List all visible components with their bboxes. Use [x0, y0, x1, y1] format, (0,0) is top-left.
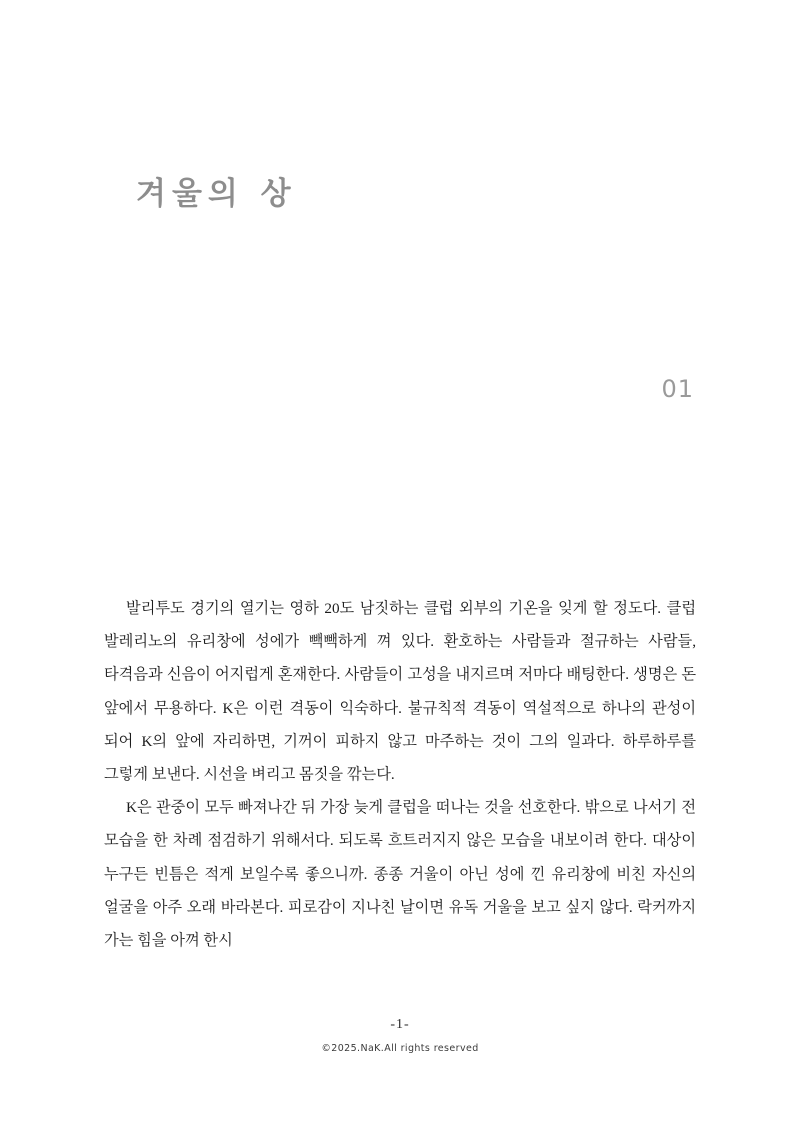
paragraph: K은 관중이 모두 빠져나간 뒤 가장 늦게 클럽을 떠나는 것을 선호한다. 밖으로 나서기 전 모습을 한 차례 점검하기 위해서다. 되도록 흐트러지지 않은 모습을 내보이려 한다. 대상이 누구든 빈틈은 적게 보일수록 좋으니까. 종종 거울이 아닌 성에 낀 유리창에 비친 자신의 얼굴을 아주 오래 바라본다. 피로감이 지나친 날이면 유독 거울을 보고 싶지 않다. 락커까지 가는 힘을 아껴 한시	[104, 799, 696, 950]
copyright-notice: ©2025.NaK.All rights reserved	[321, 1043, 479, 1054]
section-number: 01	[661, 375, 694, 403]
page-title: 겨울의 상	[136, 176, 297, 212]
body-text	[104, 592, 696, 957]
paragraph: 발리투도 경기의 열기는 영하 20도 남짓하는 클럽 외부의 기온을 잊게 할 정도다. 클럽 발레리노의 유리창에 성에가 빽빽하게 껴 있다. 환호하는 사람들과 절규하는 사람들, 타격음과 신음이 어지럽게 혼재한다. 사람들이 고성을 내지르며 저마다 배팅한다. 생명은 돈 앞에서 무용하다. K은 이런 격동이 익숙하다. 불규칙적 격동이 역설적으로 하나의 관성이 되어 K의 앞에 자리하면, 기꺼이 피하지 않고 마주하는 것이 그의 일과다. 하루하루를 그렇게 보낸다. 시선을 벼리고 몸짓을 깎는다.	[104, 600, 696, 784]
page-number: -1-	[390, 1017, 410, 1032]
